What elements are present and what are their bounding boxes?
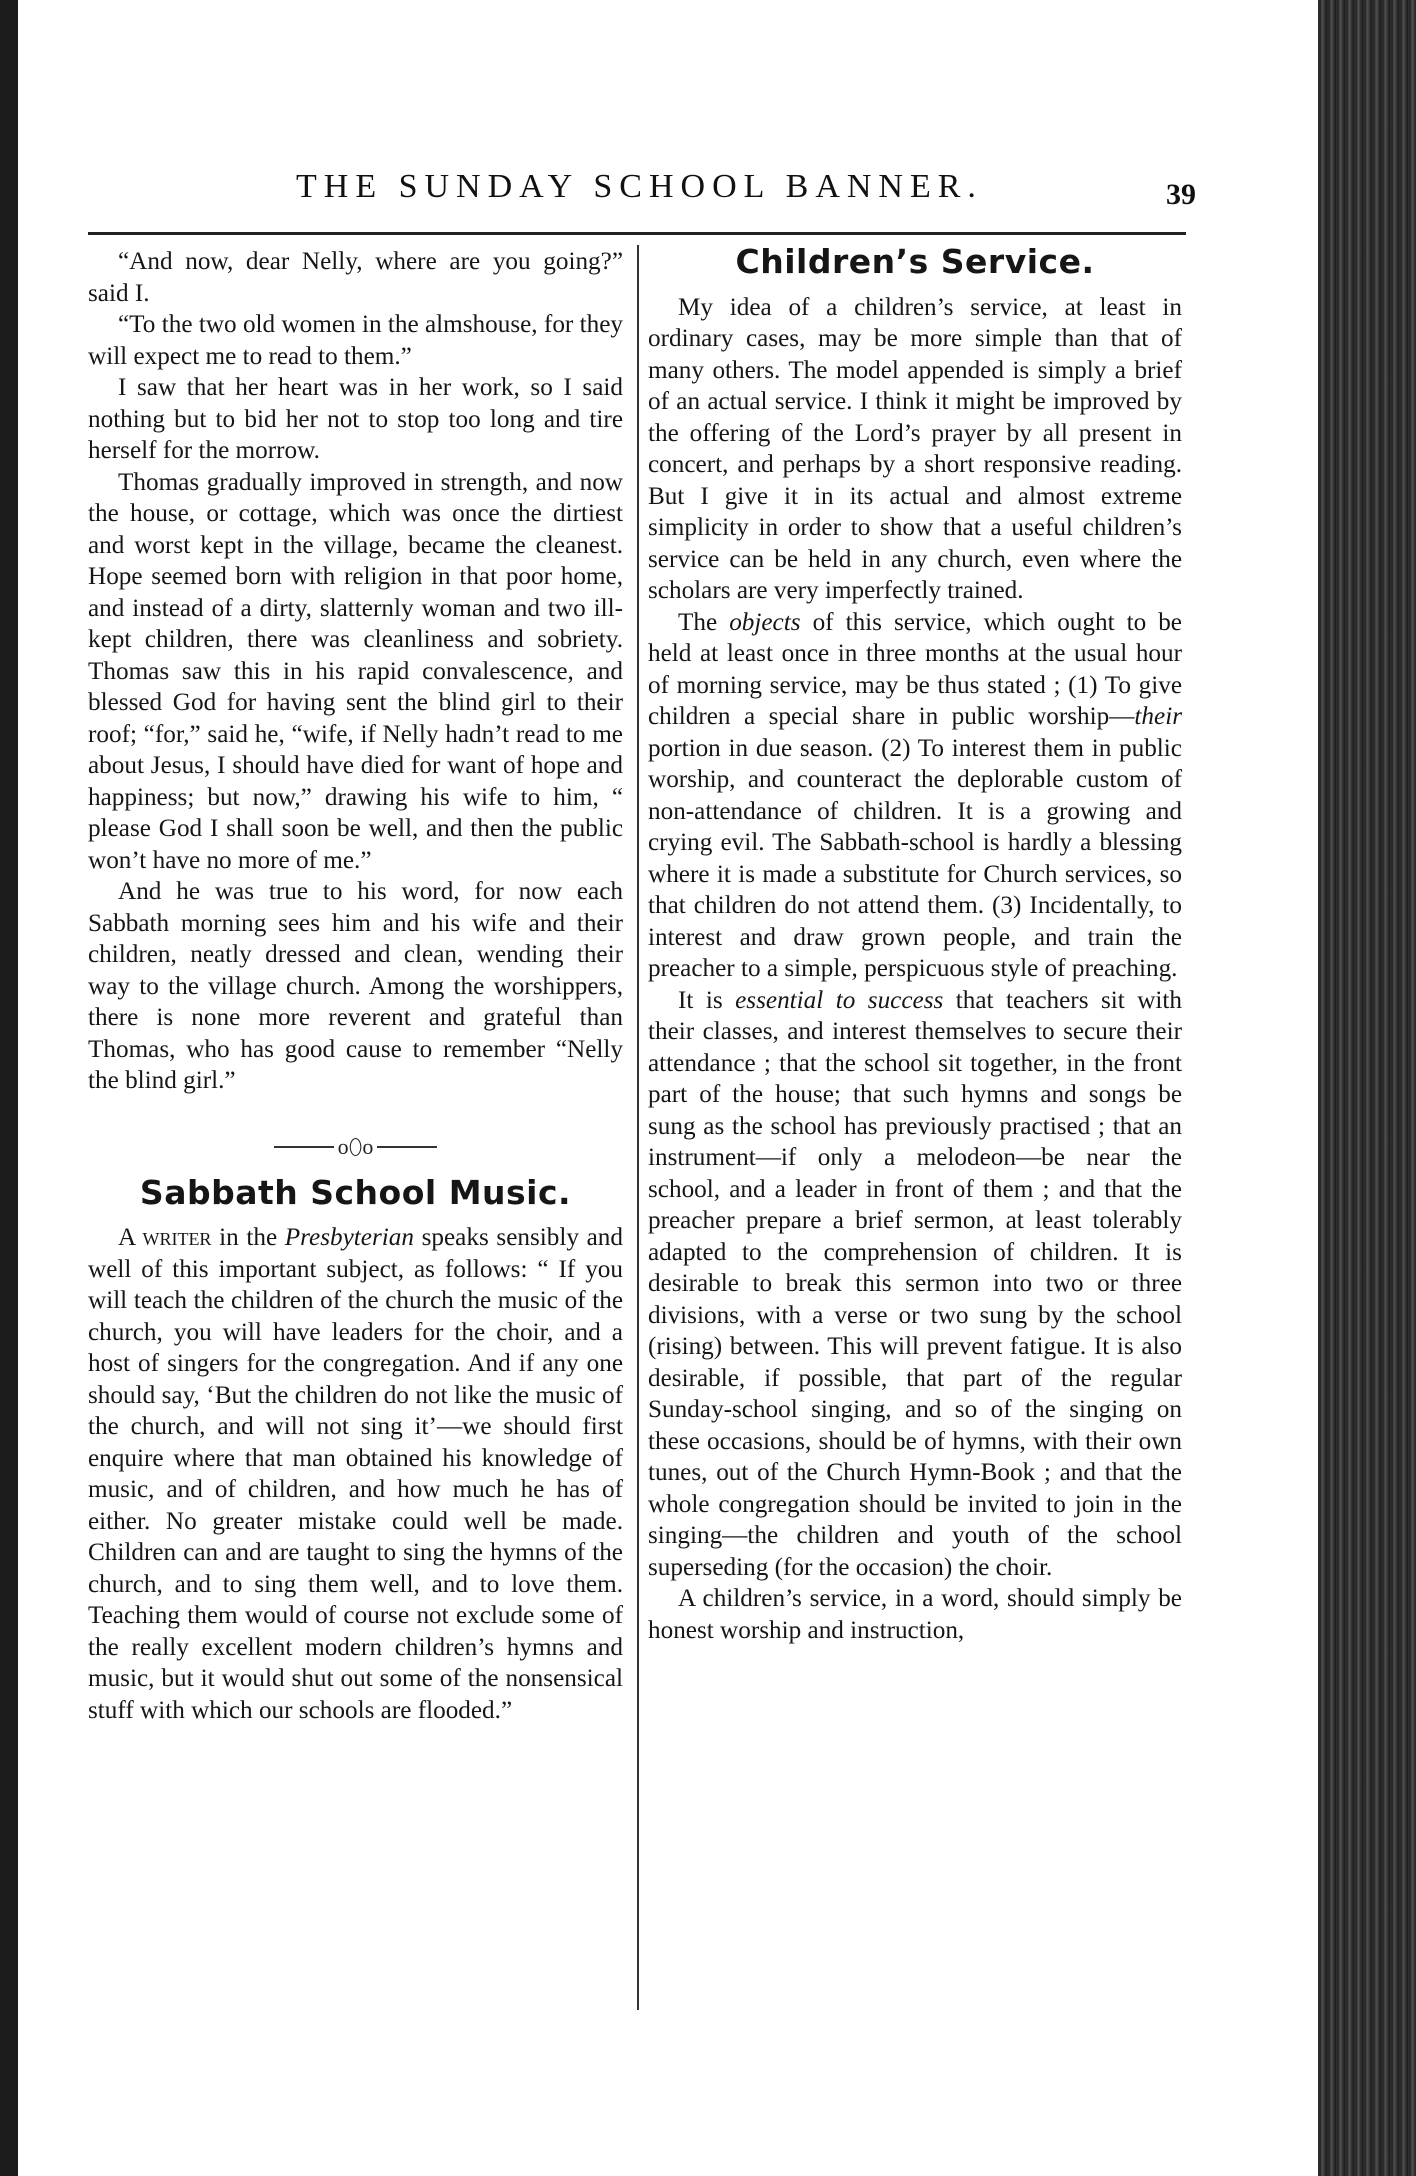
paragraph: My idea of a children’s service, at least in ordinary cases, may be more simple than that of many others. The model appended is simply a brief of an actual service. I think it might be improved by the offering of the Lord’s prayer by all present in concert, and perhaps by a short responsive reading. But I give it in its actual and almost extreme simplicity in order to show that a useful children’s service can be held in any church, even where the scholars are very imperfectly trained.: [648, 293, 1182, 604]
paragraph: “To the two old women in the almshouse, for they will expect me to read to them.”: [88, 311, 623, 370]
emphasis: objects: [729, 608, 801, 636]
paragraph: A children’s service, in a word, should simply be honest worship and instruction,: [648, 1585, 1182, 1644]
text-run: of this service, which ought to be held at least once in three months at the usual hour of morning service, may be thus stated ; (1) To give children a special share in public worship—: [648, 608, 1182, 730]
paragraph: “And now, dear Nelly, where are you going?” said I.: [88, 248, 623, 307]
publication-name: Presbyterian: [284, 1224, 414, 1252]
text-run: that teachers sit with their classes, and interest themselves to secure their attendance ; that the school sit together, in the front part of the house; that such hymns and songs be sung as the school has previously practised ; that an instrument—if only a melodeon—be near the school, and a leader in front of them ; and that the preacher prepare a brief sermon, at least tolerably adapted to the comprehension of children. It is desirable to break this sermon into two or three divisions, with a verse or two sung by the school (rising) between. This will prevent fatigue. It is also desirable, if possible, that part of the regular Sunday-school singing, and so of the singing on these occasions, should be of hymns, with their own tunes, out of the Church Hymn-Book ; and that the whole congregation should be invited to join in the singing—the children and youth of the school superseding (for the occasion) the choir.: [648, 986, 1182, 1581]
text-run: speaks sensibly and well of this important subject, as follows: “ If you will teach the children of the church the music of the church, you will have leaders for the choir, and a host of singers for the congregation. And if any one should say, ‘But the children do not like the music of the church, and will not sing it’—we should first enquire where that man obtained his knowledge of music, and of children, and how much he has of either. No greater mistake could well be made. Children can and are taught to sing the hymns of the church, and to sing them well, and to love them. Teaching them would of course not exclude some of the really excellent modern children’s hymns and music, but it would shut out some of the nonsensical stuff with which our schools are flooded.”: [88, 1224, 623, 1724]
section-divider: [88, 1131, 623, 1163]
book-spine: [1318, 0, 1416, 2176]
emphasis: essential to success: [735, 986, 944, 1014]
column-divider: [637, 245, 639, 2010]
paragraph: [648, 985, 1182, 1584]
text-run: It is: [678, 986, 736, 1014]
page-number: 39: [1166, 178, 1196, 211]
page-header: [86, 160, 1196, 220]
running-title: THE SUNDAY SCHOOL BANNER.: [296, 168, 983, 205]
paragraph: And he was true to his word, for now each Sabbath morning sees him and his wife and their children, neatly dressed and clean, wending their way to the village church. Among the worshippers, there is none more reverent and grateful than Thomas, who has good cause to remember “Nelly the blind girl.”: [88, 878, 623, 1094]
paragraph: [88, 1222, 623, 1726]
left-column: [88, 246, 623, 1726]
paragraph: [648, 607, 1182, 985]
paragraph: I saw that her heart was in her work, so I said nothing but to bid her not to stop too long and tire herself for the morrow.: [88, 374, 623, 464]
text-run: The: [678, 608, 730, 636]
text-run: portion in due season. (2) To interest them in public worship, and counteract the deplorable custom of non-attendance of children. It is a growing and crying evil. The Sabbath-school is hardly a blessing where it is made a substitute for Church services, so that children do not attend them. (3) Incidentally, to interest and draw grown people, and train the preacher to a simple, perspicuous style of preaching.: [648, 734, 1182, 982]
right-column: [648, 242, 1182, 1646]
paragraph: Thomas gradually improved in strength, and now the house, or cottage, which was once the dirtiest and worst kept in the village, became the cleanest. Hope seemed born with religion in that poor home, and instead of a dirty, slatternly woman and two ill-kept children, there was cleanliness and sobriety. Thomas saw this in his rapid convalescence, and blessed God for having sent the blind girl to their roof; “for,” said he, “wife, if Nelly hadn’t read to me about Jesus, I should have died for want of hope and happiness; but now,” drawing his wife to him, “ please God I shall soon be well, and then the public won’t have no more of me.”: [88, 468, 623, 874]
dropcap: A: [118, 1224, 143, 1252]
header-rule: [88, 232, 1186, 235]
section-title-childrens-service: Children’s Service.: [735, 242, 1095, 281]
lead-word: writer: [142, 1224, 212, 1252]
section-title-music: Sabbath School Music.: [139, 1172, 572, 1212]
emphasis: their: [1134, 703, 1182, 730]
text-run: in the: [211, 1224, 285, 1252]
divider-ornament: o⬯o: [337, 1134, 374, 1160]
